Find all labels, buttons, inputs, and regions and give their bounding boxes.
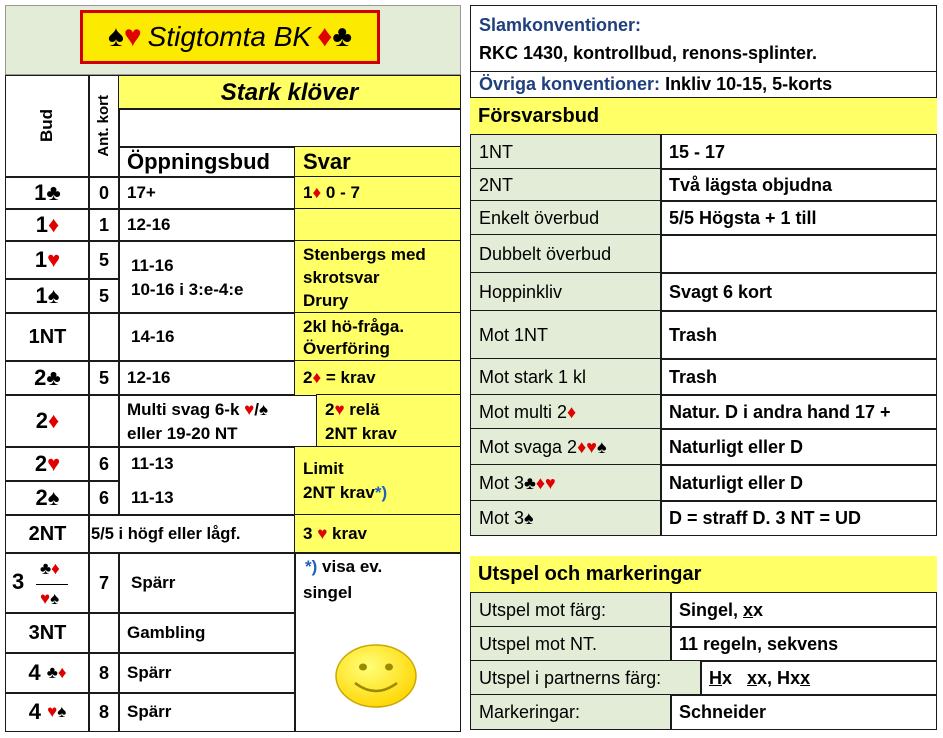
forsvar-label: Mot multi 2 <box>479 401 568 422</box>
svar-note-cell: *) visa ev. singel <box>294 552 461 732</box>
opening-2d: Multi svag 6-k ♥/♠ eller 19-20 NT <box>118 394 318 448</box>
diamond-icon: ♦ <box>312 183 322 202</box>
ovr-label: Övriga konventioner: <box>479 74 661 94</box>
club-icon: ♣ <box>46 180 61 205</box>
utspel-value-cell <box>670 592 937 628</box>
opening-1d: 12-16 <box>118 208 296 242</box>
forsvar-value-cell <box>660 234 937 274</box>
slam-box <box>470 5 937 72</box>
opening-1nt: 14-16 <box>118 312 296 362</box>
forsvar-label: 1NT <box>479 141 514 162</box>
utspel-label-cell <box>470 694 672 730</box>
spade-icon: ♠ <box>258 400 269 419</box>
bud-1c: 1 ♣ <box>5 176 90 210</box>
slam-label: Slamkonventioner: <box>479 15 642 35</box>
forsvar-value: Trash <box>669 366 718 387</box>
opening-3nt: Gambling <box>118 612 296 654</box>
forsvar-label: Dubbelt överbud <box>479 243 612 264</box>
bud-1d: 1 ♦ <box>5 208 90 242</box>
svar-header: Svar <box>303 149 351 174</box>
forsvar-value: Svagt 6 kort <box>669 281 773 302</box>
utspel-label: Markeringar: <box>479 701 581 722</box>
utspel-value: 11 regeln, sekvens <box>679 633 839 654</box>
ant-cell: 5 <box>88 240 120 280</box>
bud-1h: 1 ♥ <box>5 240 90 280</box>
x: x <box>753 599 764 620</box>
ovr-value: Inkliv 10-15, 5-korts <box>665 74 833 94</box>
ant-cell: 5 <box>88 360 120 396</box>
ant-cell <box>88 612 120 654</box>
ant-cell: 8 <box>88 652 120 694</box>
utspel-label: Utspel mot NT. <box>479 633 598 654</box>
opening-2h-2s <box>118 446 296 516</box>
svar-2c: 2 ♦ = krav <box>294 360 461 396</box>
diamond-icon: ♦ <box>48 408 60 433</box>
opening-1s: 10-16 i 3:e-4:e <box>131 280 244 299</box>
forsvar-label: Mot 3 <box>479 507 525 528</box>
bud-2s: 2 ♠ <box>5 480 90 516</box>
forsvar-label: Mot 1NT <box>479 324 549 345</box>
heart-icon: ♥ <box>244 400 255 419</box>
ant-cell: 8 <box>88 692 120 732</box>
underlined-x: x <box>747 667 758 688</box>
opening-2nt: 5/5 i högf eller lågf. <box>88 514 296 554</box>
bud-2d: 2 ♦ <box>5 394 90 448</box>
fraction-top: ♣♦ <box>40 559 60 578</box>
forsvar-label: 2NT <box>479 174 514 195</box>
x-h: x, H <box>757 667 791 688</box>
forsvar-label-cell <box>470 234 662 274</box>
forsvar-label-cell <box>470 464 662 502</box>
forsvar-value-cell <box>660 464 937 502</box>
underlined-h: H <box>709 667 722 688</box>
fraction-line <box>36 584 68 585</box>
forsvar-value-cell <box>660 310 937 360</box>
svar-1nt: 2kl hö-fråga. Överföring <box>294 312 461 362</box>
ant-cell: 7 <box>88 552 120 614</box>
forsvar-label-cell <box>470 428 662 466</box>
forsvar-value-cell <box>660 200 937 236</box>
forsvar-value-cell <box>660 394 937 430</box>
forsvar-title-cell <box>470 98 937 134</box>
logo-suits-left: ♠♥ <box>107 20 142 53</box>
forsvar-table <box>470 134 937 554</box>
svar-1h-1s: Stenbergs med skrotsvar Drury <box>294 240 461 314</box>
utspel-label: Utspel mot färg: <box>479 599 607 620</box>
svar-1d <box>294 208 461 242</box>
bud-2nt: 2NT <box>5 514 90 554</box>
ant-cell: 6 <box>88 446 120 482</box>
opening-2c: 12-16 <box>118 360 296 396</box>
forsvar-value-cell <box>660 168 937 202</box>
bud-3-fraction: 3 ♣♦ ♥♠ <box>5 552 90 614</box>
ovr-box <box>470 72 937 98</box>
suit-icon: ♥ <box>545 472 556 493</box>
utspel-label: Utspel i partnerns färg: <box>479 667 662 688</box>
forsvar-label: Hoppinkliv <box>479 281 563 302</box>
bud-1s: 1 ♠ <box>5 278 90 314</box>
opening-1h-1s <box>118 240 296 314</box>
utspel-value: Singel, <box>679 599 744 620</box>
fraction-bottom: ♥♠ <box>40 589 60 608</box>
heart-icon: ♥ <box>47 247 61 272</box>
forsvar-label-cell <box>470 310 662 360</box>
system-title-cell <box>118 75 461 110</box>
forsvar-label-cell <box>470 394 662 430</box>
forsvar-value: Två lägsta objudna <box>669 174 833 195</box>
forsvar-value-cell <box>660 500 937 536</box>
forsvar-value: Naturligt eller D <box>669 472 804 493</box>
suit-icon: ♠ <box>596 436 607 457</box>
bud-2h: 2 ♥ <box>5 446 90 482</box>
bud-1nt: 1NT <box>5 312 90 362</box>
system-title: Stark klöver <box>220 78 359 106</box>
opening-2s: 11-13 <box>131 488 174 507</box>
forsvar-label: Mot 3 <box>479 472 525 493</box>
svar-2d: 2♥ relä 2NT krav <box>316 394 461 448</box>
utspel-label-cell <box>470 626 672 662</box>
forsvar-label-cell <box>470 134 662 170</box>
forsvar-value: Naturligt eller D <box>669 436 804 457</box>
svar-2nt: 3 ♥ krav <box>294 514 461 554</box>
diamond-icon: ♦ <box>48 212 60 237</box>
opening-1h: 11-16 <box>131 256 174 275</box>
club-logo <box>80 10 380 64</box>
forsvar-value: D = straff D. 3 NT = UD <box>669 507 862 528</box>
utspel-value-cell <box>670 694 937 730</box>
bud-4hs: 4 ♥♠ <box>5 692 90 732</box>
heart-icon: ♥ <box>47 451 61 476</box>
svar-header-cell <box>294 146 461 178</box>
bud-header: Bud <box>37 109 56 143</box>
forsvar-label-cell <box>470 272 662 312</box>
logo-suits-right: ♦♣ <box>317 20 353 53</box>
suit-icon: ♦ <box>567 401 577 422</box>
utspel-value-cell <box>700 660 937 696</box>
ant-cell: 1 <box>88 208 120 242</box>
underlined-x: x <box>800 667 811 688</box>
utspel-title-cell <box>470 556 937 592</box>
forsvar-value-cell <box>660 134 937 170</box>
utspel-label-cell <box>470 592 672 628</box>
spade-icon: ♠ <box>47 283 60 308</box>
ant-header-cell <box>88 75 120 178</box>
forsvar-value: Trash <box>669 324 718 345</box>
forsvar-value-cell <box>660 272 937 312</box>
ant-cell <box>88 312 120 362</box>
heart-icon: ♥ <box>317 524 328 543</box>
forsvar-value-cell <box>660 358 937 396</box>
forsvar-value: 5/5 Högsta + 1 till <box>669 207 817 228</box>
opening-2h: 11-13 <box>131 454 174 473</box>
forsvar-label-cell <box>470 168 662 202</box>
ant-cell: 0 <box>88 176 120 210</box>
bud-3nt: 3NT <box>5 612 90 654</box>
x: x <box>722 667 733 688</box>
forsvar-label: Enkelt överbud <box>479 207 600 228</box>
ant-header: Ant. kort <box>95 95 112 157</box>
underlined-x: x <box>743 599 754 620</box>
smiley-icon <box>333 643 419 709</box>
opening-4hs: Spärr <box>118 692 296 732</box>
forsvar-label-cell <box>470 358 662 396</box>
suit-icon: ♥ <box>586 436 597 457</box>
x: x <box>790 667 801 688</box>
suit-icon: ♦ <box>535 472 546 493</box>
svar-1c: 1 ♦ 0 - 7 <box>294 176 461 210</box>
opening-header-cell <box>118 146 296 178</box>
opening-3-fraction: Spärr <box>118 552 296 614</box>
spade-icon: ♠ <box>47 485 60 510</box>
ant-cell <box>88 394 120 448</box>
opening-header: Öppningsbud <box>127 149 270 174</box>
club-name: Stigtomta BK <box>147 21 312 52</box>
forsvar-label: Mot stark 1 kl <box>479 366 587 387</box>
forsvar-value-cell <box>660 428 937 466</box>
opening-1c: 17+ <box>118 176 296 210</box>
bud-header-cell <box>5 75 90 178</box>
club-icon: ♣ <box>46 365 61 390</box>
svar-2h-2s: Limit 2NT krav*) <box>294 446 461 516</box>
forsvar-title: Försvarsbud <box>478 104 600 127</box>
ant-cell: 5 <box>88 278 120 314</box>
forsvar-value: Natur. D i andra hand 17 + <box>669 401 891 422</box>
suit-icon: ♣ <box>524 472 536 493</box>
utspel-label-cell <box>470 660 702 696</box>
utspel-value-cell <box>670 626 937 662</box>
bud-2c: 2 ♣ <box>5 360 90 396</box>
forsvar-label: Mot svaga 2 <box>479 436 578 457</box>
diamond-icon: ♦ <box>312 368 322 387</box>
utspel-value: Schneider <box>679 701 767 722</box>
blank-cell <box>118 108 461 148</box>
suit-icon: ♦ <box>577 436 587 457</box>
slam-value: RKC 1430, kontrollbud, renons-splinter. <box>479 43 818 63</box>
opening-4cd: Spärr <box>118 652 296 694</box>
utspel-table <box>470 592 937 734</box>
forsvar-label-cell <box>470 500 662 536</box>
forsvar-label-cell <box>470 200 662 236</box>
heart-icon: ♥ <box>334 400 345 419</box>
bud-4cd: 4 ♣♦ <box>5 652 90 694</box>
ant-cell: 6 <box>88 480 120 516</box>
suit-icon: ♠ <box>524 507 534 528</box>
forsvar-value: 15 - 17 <box>669 141 726 162</box>
utspel-title: Utspel och markeringar <box>478 562 702 585</box>
